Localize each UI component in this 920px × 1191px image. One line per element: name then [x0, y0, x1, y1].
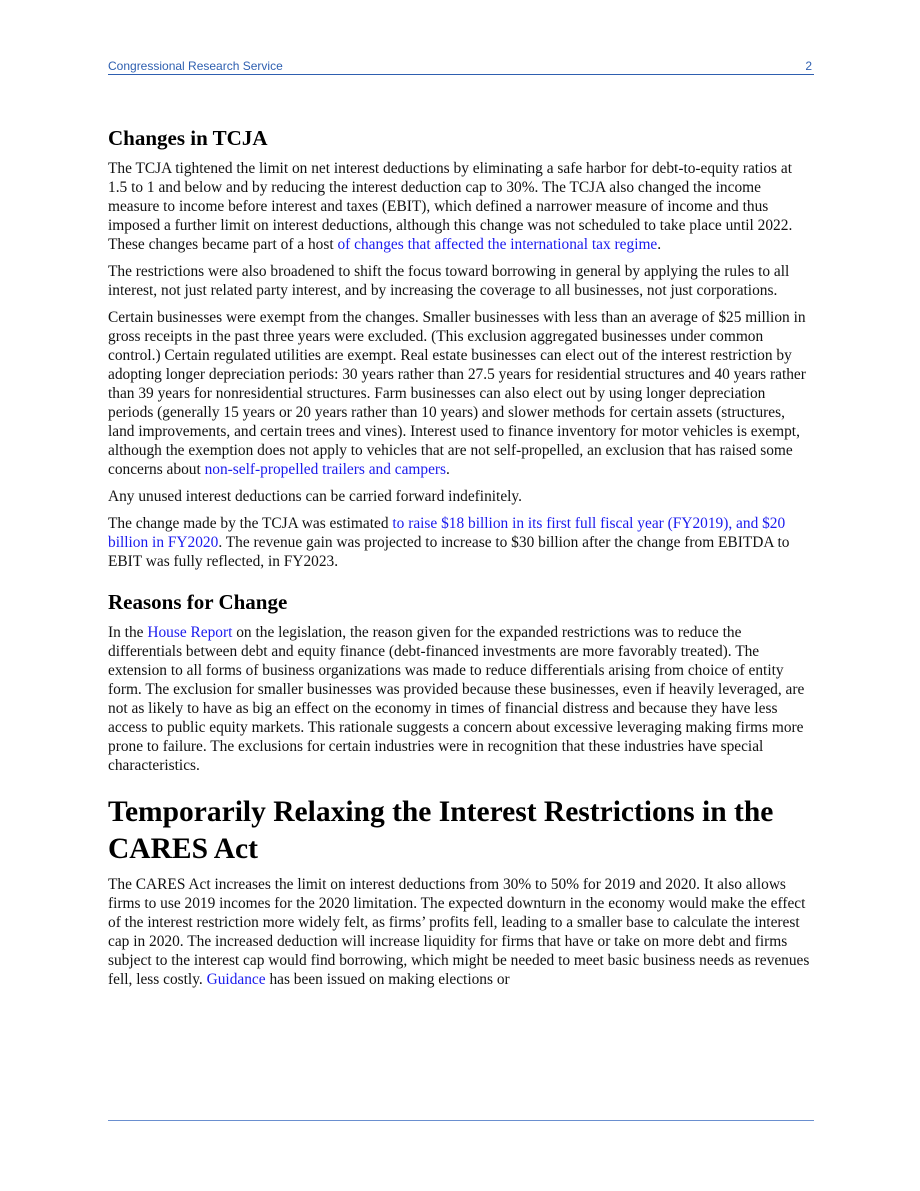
paragraph-restrictions-broadened: The restrictions were also broadened to shift the focus toward borrowing in general by applying the rules to all interest, not just related party interest, and by increasing the coverage to all businesses, not just corporations. [108, 263, 790, 299]
link-revenue-estimate[interactable]: to raise $18 billion in its first full fiscal year (FY2019), and $20 billion in FY2020 [108, 515, 786, 551]
footer-divider [108, 1120, 814, 1121]
paragraph-text: . [446, 461, 450, 478]
paragraph-text: . [657, 236, 662, 253]
link-guidance[interactable]: Guidance [206, 971, 266, 988]
paragraph-house-report [108, 623, 814, 775]
paragraph-cares-act [108, 875, 814, 989]
paragraph-revenue-estimate [108, 514, 814, 571]
paragraph-text: has been issued on making elections or [265, 971, 510, 988]
link-international-tax-regime[interactable]: of changes that affected the international tax regime [337, 236, 658, 253]
paragraph-tcja-limit [108, 159, 814, 254]
paragraph-text: Certain businesses were exempt from the changes. Smaller businesses with less than an average of $25 million in gross receipts in the past three years were excluded. (This exclusion aggregated businesses under common control.) Certain regulated utilities are exempt. Real estate businesses can elect out of the interest restriction by adopting longer depreciation periods: 30 years rather than 27.5 years for residential structures and 40 years rather than 39 years for nonresidential structures. Farm businesses can also elect out by using longer depreciation periods (generally 15 years or 20 years rather than 10 years) and slower methods for certain assets (structures, land improvements, and certain trees and vines). Interest used to finance inventory for motor vehicles is exempt, although the exemption does not apply to vehicles that are not self-propelled, an exclusion that has raised some concerns about [108, 309, 806, 478]
heading-changes-in-tcja: Changes in TCJA [108, 126, 268, 150]
link-house-report[interactable]: House Report [147, 624, 233, 641]
paragraph-text: on the legislation, the reason given for the expanded restrictions was to reduce the differentials between debt and equity finance (debt-financed investments are more favorably treated). The extension to all forms of business organizations was made to reduce differentials arising from choice of entity form. The exclusion for smaller businesses was provided because these businesses, even if heavily leveraged, are not as likely to have as big an effect on the economy in times of financial distress and because they have less access to public equity markets. This rationale suggests a concern about excessive leveraging making firms more prone to failure. The exclusions for certain industries were in recognition that these industries have special characteristics. [108, 624, 805, 774]
page-header [108, 58, 814, 75]
paragraph-text: The change made by the TCJA was estimated [108, 515, 393, 532]
link-trailers-and-campers[interactable]: non-self-propelled trailers and campers [204, 461, 447, 478]
paragraph-text: The TCJA tightened the limit on net interest deductions by eliminating a safe harbor for debt-to-equity ratios at 1.5 to 1 and below and by reducing the interest deduction cap to 30%. The TCJA also changed the income measure to income before interest and taxes (EBIT), which defined a narrower measure of income and thus imposed a further limit on interest deductions, although this change was not scheduled to take place until 2022. These changes became part of a host [108, 160, 793, 253]
heading-cares-act: Temporarily Relaxing the Interest Restrictions in the CARES Act [108, 796, 774, 865]
header-page-number: 2 [805, 59, 812, 73]
document-body [108, 126, 814, 989]
heading-reasons-for-change: Reasons for Change [108, 590, 288, 614]
paragraph-text: The CARES Act increases the limit on interest deductions from 30% to 50% for 2019 and 2020. It also allows firms to use 2019 incomes for the 2020 limitation. The expected downturn in the economy would make the effect of the interest restriction more widely felt, as firms’ profits fell, leading to a smaller base to calculate the interest cap in 2020. The increased deduction will increase liquidity for firms that have or take on more debt and firms subject to the interest cap would find borrowing, which might be needed to meet basic business needs as revenues fell, less costly. [108, 876, 810, 988]
header-organization: Congressional Research Service [108, 59, 283, 73]
paragraph-text: . The revenue gain was projected to increase to $30 billion after the change from EBITDA to EBIT was fully reflected, in FY2023. [108, 534, 790, 570]
paragraph-carry-forward: Any unused interest deductions can be carried forward indefinitely. [108, 488, 522, 505]
paragraph-exempt-businesses [108, 308, 814, 479]
paragraph-text: In the [108, 624, 148, 641]
